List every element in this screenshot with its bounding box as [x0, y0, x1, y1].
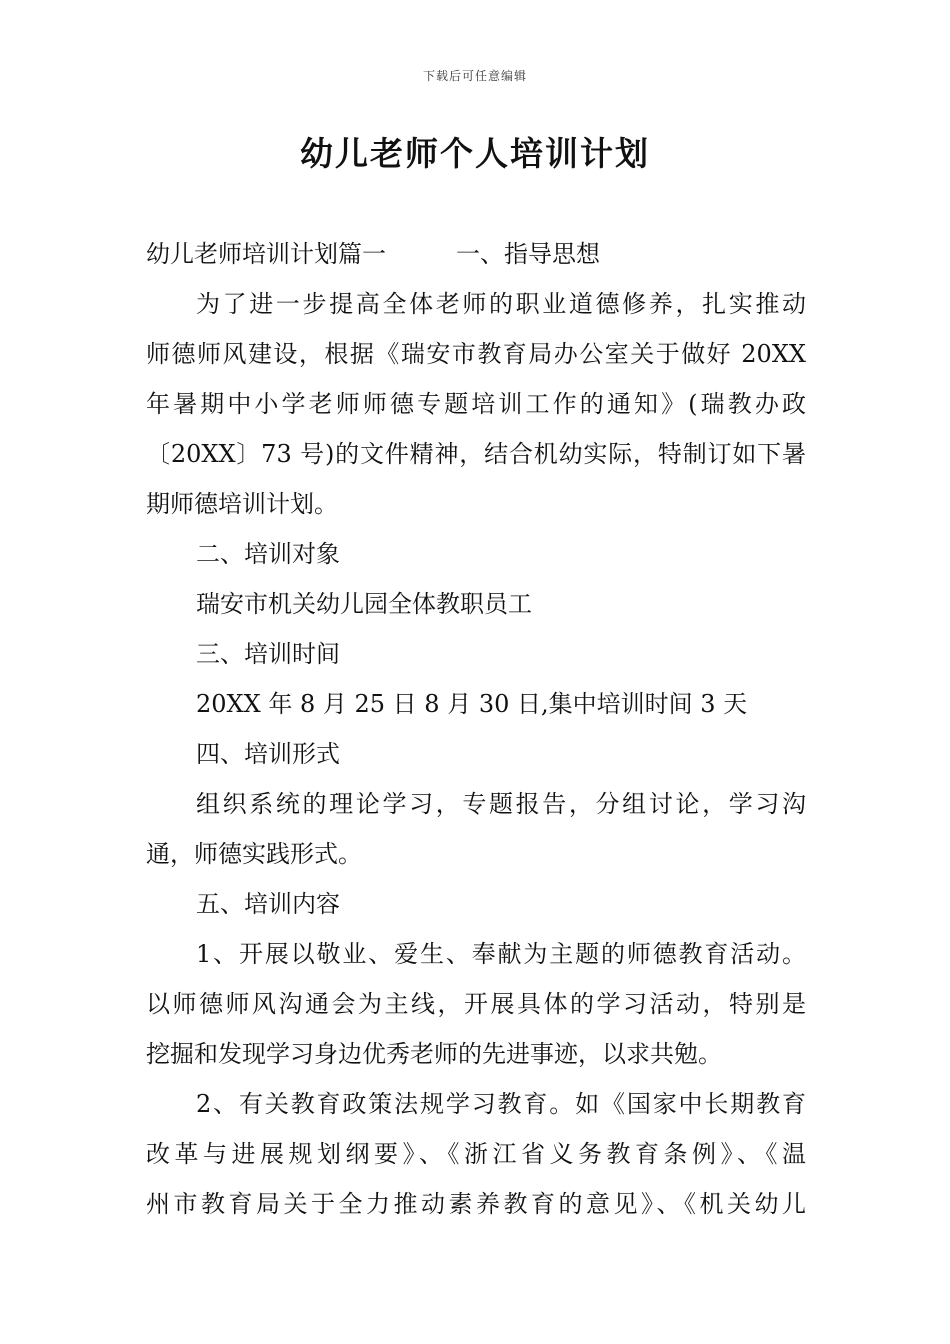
paragraph-line: 以师德师风沟通会为主线，开展具体的学习活动，特别是: [146, 990, 806, 1018]
document-body: [146, 229, 806, 1229]
paragraph-line: 师德师风建设，根据《瑞安市教育局办公室关于做好 20XX: [146, 340, 806, 368]
paragraph-line: 〔20XX〕73 号)的文件精神，结合机幼实际，特制订如下暑: [146, 440, 806, 468]
section-heading-content: 五、培训内容: [196, 890, 340, 918]
section-heading-target: 二、培训对象: [196, 540, 340, 568]
paragraph-line: 为了进一步提高全体老师的职业道德修养，扎实推动: [196, 290, 806, 318]
paragraph-line: 瑞安市机关幼儿园全体教职员工: [196, 590, 532, 618]
section-heading-guiding: 一、指导思想: [456, 240, 600, 268]
plan-heading: 幼儿老师培训计划篇一: [146, 240, 386, 268]
section-heading-form: 四、培训形式: [196, 740, 340, 768]
paragraph-line: 组织系统的理论学习，专题报告，分组讨论，学习沟: [196, 790, 806, 818]
paragraph-line: 通，师德实践形式。: [146, 840, 362, 868]
paragraph-line: 年暑期中小学老师师德专题培训工作的通知》(瑞教办政: [146, 390, 806, 418]
paragraph-line: 改革与进展规划纲要》、《浙江省义务教育条例》、《温: [146, 1140, 806, 1168]
paragraph-line: 州市教育局关于全力推动素养教育的意见》、《机关幼儿: [146, 1190, 806, 1218]
paragraph-line: 2、有关教育政策法规学习教育。如《国家中长期教育: [196, 1090, 806, 1118]
heading-line: [146, 229, 806, 279]
paragraph-line: 20XX 年 8 月 25 日 8 月 30 日,集中培训时间 3 天: [196, 690, 748, 718]
paragraph-line: 期师德培训计划。: [146, 490, 338, 518]
document-title: 幼儿老师个人培训计划: [300, 134, 650, 173]
paragraph-line: 1、开展以敬业、爱生、奉献为主题的师德教育活动。: [196, 940, 806, 968]
header-note: 下载后可任意编辑: [422, 69, 527, 83]
section-heading-time: 三、培训时间: [196, 640, 340, 668]
paragraph-line: 挖掘和发现学习身边优秀老师的先进事迹，以求共勉。: [146, 1040, 722, 1068]
